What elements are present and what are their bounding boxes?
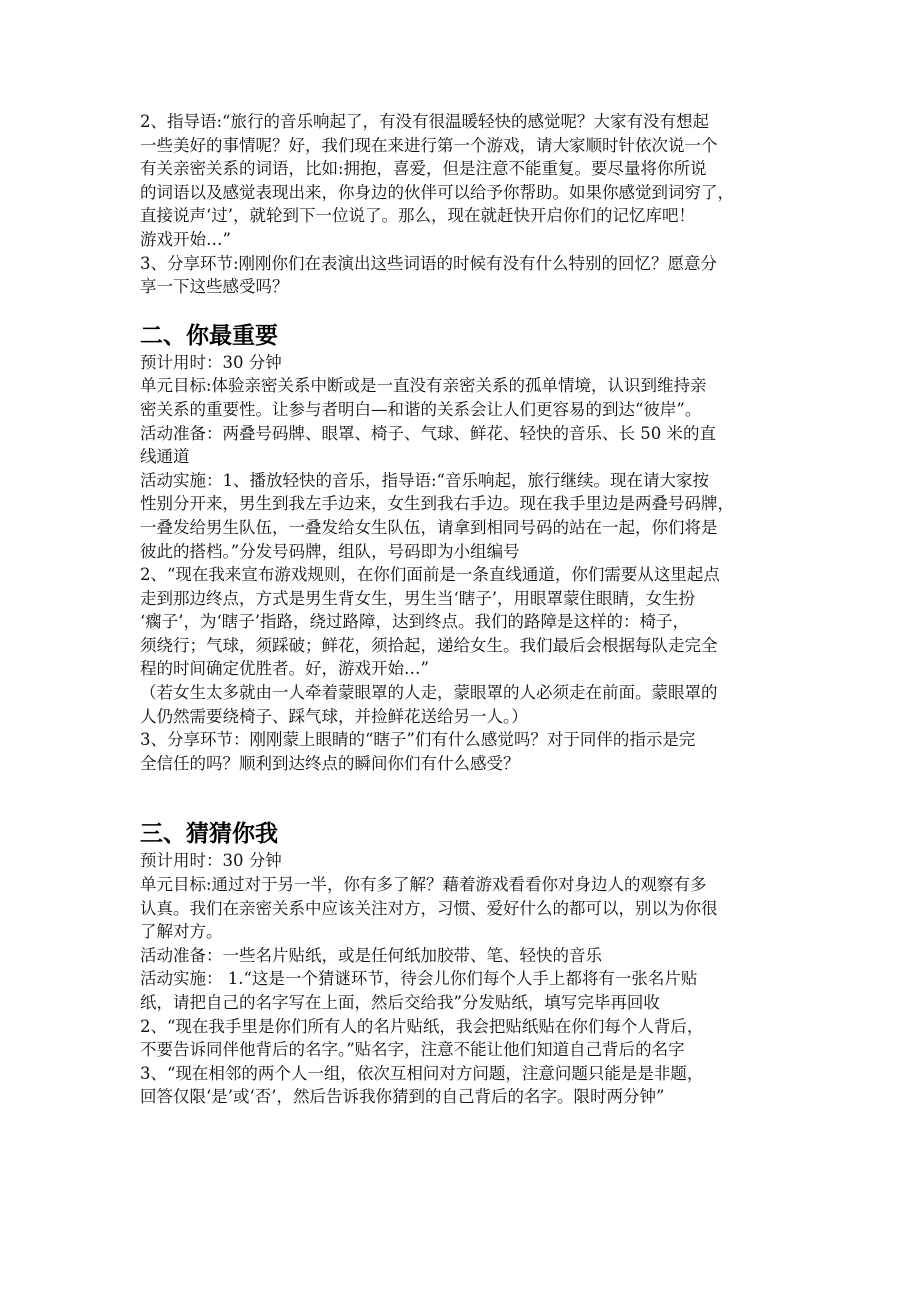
text-line: 人仍然需要绕椅子、踩气球，并捡鲜花送给另一人。）: [140, 706, 528, 726]
text-line: 有关亲密关系的词语，比如:拥抱，喜爱，但是注意不能重复。要尽量将你所说: [140, 159, 707, 179]
text-line: 直接说声‘过’，就轮到下一位说了。那么，现在就赶快开启你们的记忆库吧！: [140, 206, 695, 226]
text-line: 享一下这些感受吗？: [140, 277, 289, 297]
text-line: 活动准备：一些名片贴纸，或是任何纸加胶带、笔、轻快的音乐: [140, 945, 602, 965]
text-line: 性别分开来，男生到我左手边来，女生到我右手边。现在我手里边是两叠号码牌，: [140, 494, 734, 514]
text-line: 了解对方。: [140, 922, 223, 942]
text-line: 活动实施：1、播放轻快的音乐，指导语:“音乐响起，旅行继续。现在请大家按: [140, 470, 709, 490]
text-line: 活动实施： 1.“这是一个猜谜环节，待会儿你们每个人手上都将有一张名片贴: [140, 969, 698, 989]
text-line: 活动准备：两叠号码牌、眼罩、椅子、气球、鲜花、轻快的音乐、长 50 米的直: [140, 423, 716, 443]
text-line: 彼此的搭档。”分发号码牌，组队，号码即为小组编号: [140, 541, 520, 561]
text-line: 3、“现在相邻的两个人一组，依次互相问对方问题，注意问题只能是是非题，: [140, 1063, 704, 1083]
section-one-continued: [140, 110, 790, 299]
text-line: 须绕行；气球，须踩破；鲜花，须拾起，递给女生。我们最后会根据每队走完全: [140, 635, 718, 655]
text-line: 2、“现在我手里是你们所有人的名片贴纸，我会把贴纸贴在你们每个人背后，: [140, 1016, 704, 1036]
text-line: ‘瘸子’，为‘瞎子’指路，绕过路障，达到终点。我们的路障是这样的：椅子，: [140, 612, 689, 632]
text-line: 走到那边终点，方式是男生背女生，男生当‘瞎子’，用眼罩蒙住眼睛，女生扮: [140, 588, 695, 608]
text-line: 的词语以及感觉表现出来，你身边的伙伴可以给予你帮助。如果你感觉到词穷了，: [140, 182, 734, 202]
text-line: 线通道: [140, 447, 190, 467]
text-line: 认真。我们在亲密关系中应该关注对方，习惯、爱好什么的都可以，别以为你很: [140, 898, 718, 918]
document-body: [140, 110, 790, 1109]
text-line: 一叠发给男生队伍，一叠发给女生队伍，请拿到相同号码的站在一起，你们将是: [140, 517, 718, 537]
text-line: 一些美好的事情呢？好，我们现在来进行第一个游戏，请大家顺时针依次说一个: [140, 135, 718, 155]
text-line: 程的时间确定优胜者。好，游戏开始…”: [140, 659, 429, 679]
section-heading: 三、猜猜你我: [140, 821, 278, 848]
section-two: [140, 321, 790, 776]
text-line: 全信任的吗？顺利到达终点的瞬间你们有什么感受？: [140, 753, 520, 773]
text-line: 密关系的重要性。让参与者明白—和谐的关系会让人们更容易的到达“彼岸”。: [140, 399, 702, 419]
section-three: [140, 819, 790, 1109]
text-line: 3、分享环节:刚刚你们在表演出这些词语的时候有没有什么特别的回忆？愿意分: [140, 253, 718, 273]
text-line: 纸，请把自己的名字写在上面，然后交给我”分发贴纸，填写完毕再回收: [140, 993, 660, 1012]
text-line: 2、指导语:“旅行的音乐响起了，有没有很温暖轻快的感觉呢？大家有没有想起: [140, 112, 709, 131]
text-line: 预计用时：30 分钟: [140, 352, 282, 372]
text-line: 回答仅限‘是’或‘否’，然后告诉我你猜到的自己背后的名字。限时两分钟”: [140, 1087, 665, 1107]
section-heading: 二、你最重要: [140, 322, 278, 349]
text-line: 游戏开始…”: [140, 229, 231, 249]
text-line: （若女生太多就由一人牵着蒙眼罩的人走，蒙眼罩的人必须走在前面。蒙眼罩的: [140, 683, 718, 703]
text-line: 单元目标:体验亲密关系中断或是一直没有亲密关系的孤单情境，认识到维持亲: [140, 376, 707, 396]
text-line: 3、分享环节：刚刚蒙上眼睛的“瞎子”们有什么感觉吗？对于同伴的指示是完: [140, 730, 696, 750]
text-line: 单元目标:通过对于另一半，你有多了解？藉着游戏看看你对身边人的观察有多: [140, 875, 707, 895]
text-line: 不要告诉同伴他背后的名字。”贴名字，注意不能让他们知道自己背后的名字: [140, 1040, 685, 1060]
text-line: 预计用时：30 分钟: [140, 851, 282, 871]
text-line: 2、“现在我来宣布游戏规则，在你们面前是一条直线通道，你们需要从这里起点: [140, 565, 720, 585]
